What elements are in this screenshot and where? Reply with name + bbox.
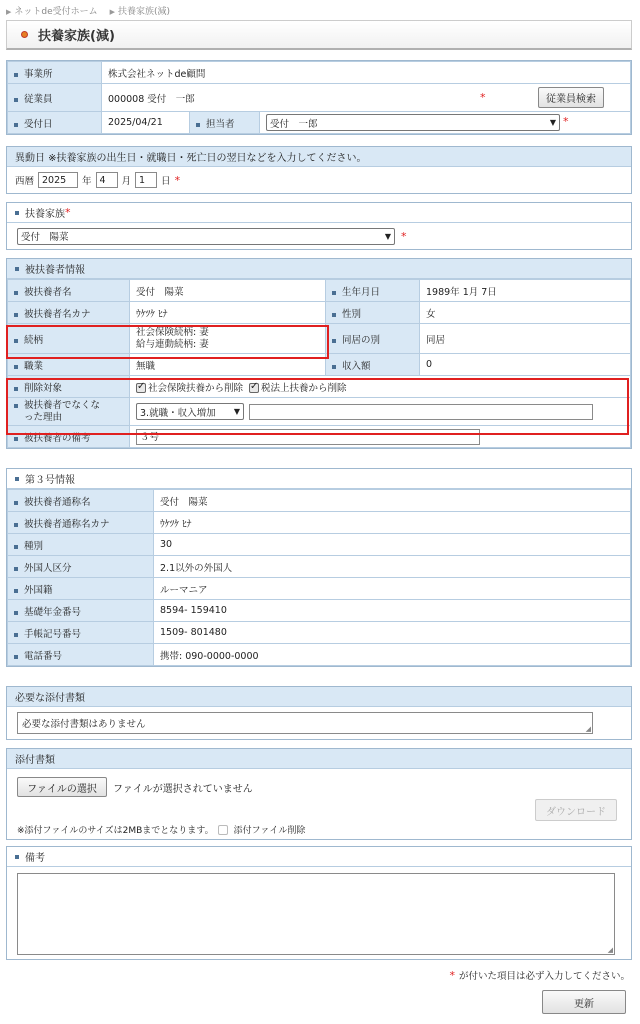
page-title: 扶養家族(減)	[38, 29, 115, 44]
no3-label-handbook-number: 手帳記号番号	[8, 622, 154, 644]
staff-label: 担当者	[190, 112, 260, 134]
office-label: 事業所	[8, 62, 102, 84]
delete-attachment-checkbox[interactable]	[218, 825, 228, 835]
cohabit-label: 同居の別	[326, 324, 420, 354]
era-label: 西暦	[15, 176, 35, 187]
notes-textarea[interactable]	[17, 873, 615, 955]
income-label: 収入額	[326, 354, 420, 376]
employee-value: 000008 受付 一郎	[108, 93, 195, 105]
required-docs-textarea[interactable]: 必要な添付書類はありません ◢	[17, 712, 593, 734]
dependent-kana-value: ｳｹﾂｹ ﾋﾅ	[130, 302, 326, 324]
dependent-select[interactable]: 受付 陽菜 ▼	[17, 228, 395, 245]
job-value: 無職	[130, 354, 326, 376]
tax-delete-checkbox[interactable]	[249, 383, 259, 393]
staff-select[interactable]: 受付 一郎 ▼	[266, 114, 560, 131]
chevron-down-icon: ▼	[384, 231, 391, 241]
no3-label-alias-kana: 被扶養者通称名カナ	[8, 512, 154, 534]
change-date-section	[6, 146, 632, 194]
no3-label-alias: 被扶養者通称名	[8, 490, 154, 512]
basic-info-section	[6, 60, 632, 135]
office-value: 株式会社ネットde顧問	[102, 62, 631, 84]
month-unit: 月	[121, 176, 132, 187]
cohabit-value: 同居	[420, 324, 631, 354]
required-mark: *	[563, 115, 569, 128]
dependent-info-section	[6, 258, 632, 449]
no3-value-alias-kana: ｳｹﾂｹ ﾋﾅ	[154, 512, 631, 534]
dependent-name-value: 受付 陽菜	[130, 280, 326, 302]
gender-value: 女	[420, 302, 631, 324]
year-input[interactable]: 2025	[38, 172, 78, 188]
no3-label-pension-number: 基礎年金番号	[8, 600, 154, 622]
relation-value: 社会保険続柄: 妻 給与連動続柄: 妻	[130, 324, 326, 354]
required-docs-section	[6, 686, 632, 740]
bullet-dot-icon	[21, 31, 28, 38]
required-docs-header: 必要な添付書類	[7, 687, 631, 707]
job-label: 職業	[8, 354, 130, 376]
chevron-down-icon: ▼	[233, 407, 240, 416]
birth-date-value: 1989年 1月 7日	[420, 280, 631, 302]
dependent-kana-label: 被扶養者名カナ	[8, 302, 130, 324]
delete-target-options: ✓ 社会保険扶養から削除 ✓ 税法上扶養から削除	[130, 376, 631, 398]
no3-value-foreigner: 2.1以外の外国人	[154, 556, 631, 578]
reception-date-value: 2025/04/21	[102, 112, 190, 134]
resize-grip-icon: ◢	[585, 725, 591, 733]
no3-label-type: 種別	[8, 534, 154, 556]
no3-label-nationality: 外国籍	[8, 578, 154, 600]
change-date-header: 異動日 ※扶養家族の出生日・就職日・死亡日の翌日などを入力してください。	[7, 147, 631, 167]
file-size-note: ※添付ファイルのサイズは2MBまでとなります。	[17, 826, 214, 836]
delete-target-label: 削除対象	[8, 376, 130, 398]
no3-value-pension-number: 8594- 159410	[154, 600, 631, 622]
required-mark: *	[401, 229, 407, 243]
dependent-remarks-input[interactable]: ３号	[136, 429, 480, 445]
reason-detail-input[interactable]	[249, 404, 593, 420]
reason-label: 被扶養者でなくな った理由	[8, 398, 130, 426]
page-title-bar	[6, 20, 632, 50]
no3-value-phone: 携帯: 090-0000-0000	[154, 644, 631, 666]
year-unit: 年	[82, 176, 92, 187]
attachments-section	[6, 748, 632, 840]
no3-info-header: 第３号情報	[7, 469, 631, 489]
reason-select[interactable]: 3.就職・収入増加 ▼	[136, 403, 244, 420]
gender-label: 性別	[326, 302, 420, 324]
day-input[interactable]: 1	[135, 172, 157, 188]
notes-header: 備考	[7, 847, 631, 867]
required-mark: *	[174, 173, 181, 187]
relation-label: 続柄	[8, 324, 130, 354]
dependent-info-header: 被扶養者情報	[7, 259, 631, 279]
no3-value-type: 30	[154, 534, 631, 556]
delete-attachment-label: 添付ファイル削除	[233, 826, 306, 836]
dependent-section	[6, 202, 632, 250]
day-unit: 日	[161, 176, 171, 187]
birth-date-label: 生年月日	[326, 280, 420, 302]
no3-value-alias: 受付 陽菜	[154, 490, 631, 512]
download-button[interactable]: ダウンロード	[535, 799, 617, 821]
month-input[interactable]: 4	[96, 172, 118, 188]
breadcrumb-home-link[interactable]: ▶ ネットde受付ホーム	[6, 7, 98, 17]
notes-section	[6, 846, 632, 960]
breadcrumb-current: ▶ 扶養家族(減)	[109, 7, 171, 17]
required-note: * が付いた項目は必ず入力してください。	[449, 968, 630, 982]
social-insurance-delete-checkbox[interactable]	[136, 383, 146, 393]
required-mark: *	[480, 91, 486, 104]
no3-info-section	[6, 468, 632, 667]
breadcrumb	[6, 4, 170, 18]
triangle-right-icon: ▶	[6, 8, 12, 16]
chevron-down-icon: ▼	[549, 118, 556, 127]
choose-file-button[interactable]: ファイルの選択	[17, 777, 107, 797]
no3-value-handbook-number: 1509- 801480	[154, 622, 631, 644]
no3-label-foreigner: 外国人区分	[8, 556, 154, 578]
reception-date-label: 受付日	[8, 112, 102, 134]
triangle-right-icon: ▶	[109, 8, 116, 16]
no3-value-nationality: ルーマニア	[154, 578, 631, 600]
no3-label-phone: 電話番号	[8, 644, 154, 666]
dependent-name-label: 被扶養者名	[8, 280, 130, 302]
income-value: 0	[420, 354, 631, 376]
dependent-header: 扶養家族 *	[7, 203, 631, 223]
dependent-remarks-label: 被扶養者の備考	[8, 426, 130, 448]
employee-label: 従業員	[8, 84, 102, 112]
update-button[interactable]: 更新	[542, 990, 626, 1014]
employee-search-button[interactable]: 従業員検索	[538, 87, 604, 108]
attachments-header: 添付書類	[7, 749, 631, 769]
no-file-text: ファイルが選択されていません	[113, 783, 253, 795]
reason-field	[130, 398, 631, 426]
resize-grip-icon: ◢	[607, 946, 613, 954]
